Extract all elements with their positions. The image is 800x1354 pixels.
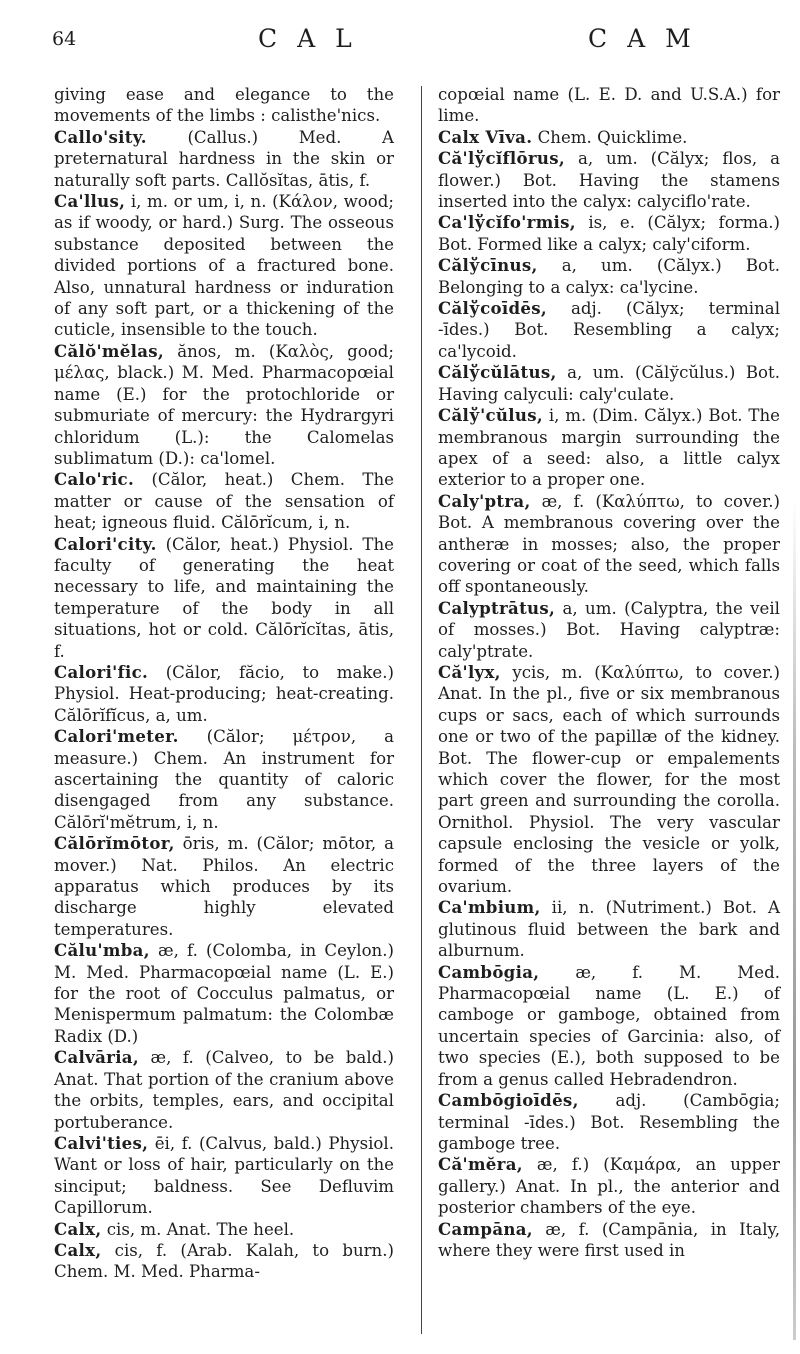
- right-guide-word: C A M: [588, 24, 697, 53]
- dictionary-entry: [54, 341, 394, 469]
- dictionary-entry: [54, 662, 394, 726]
- entry-definition: cis, f. (Arab. Kalah, to burn.) Chem. M. Med. Pharma-: [54, 1240, 394, 1282]
- entry-headword: Călўcŭlātus,: [438, 362, 557, 383]
- column-divider: [421, 86, 422, 1334]
- dictionary-entry: [438, 405, 780, 491]
- entry-definition: æ, f.) (Καμάρα, an upper gallery.) Anat. In pl., the anterior and posterior chambers of the eye.: [438, 1155, 780, 1218]
- dictionary-entry: [438, 1154, 780, 1218]
- entry-headword: Calx,: [54, 1218, 102, 1239]
- entry-definition: a, um. (Călyx; flos, a flower.) Bot. Having the stamens inserted into the calyx: calyciflo'rate.: [438, 149, 780, 212]
- entry-definition: ycis, m. (Καλύπτω, to cover.) Anat. In the pl., five or six membranous cups or sacs, each of which surrounds one or two of the papillæ of the kidney. Bot. The flower-cup or empalements which cover the flower, for the most part green and surrounding the corolla. Ornithol. Physiol. The very vascular capsule enclosing the vesicle or yolk, formed of the three layers of the ovarium.: [438, 662, 780, 897]
- dictionary-entry: [54, 726, 394, 833]
- entry-headword: Calx,: [54, 1239, 102, 1260]
- entry-headword: Calori'meter.: [54, 726, 179, 747]
- entry-headword: Campāna,: [438, 1218, 533, 1239]
- entry-definition: æ, f. (Campānia, in Italy, where they were first used in: [438, 1219, 780, 1260]
- entry-definition: (Călor, heat.) Chem. The matter or cause of the sensation of heat; igneous fluid. Călōrĭcum, i, n.: [54, 470, 394, 533]
- entry-definition: (Călor; μέτρον, a measure.) Chem. An instrument for ascertaining the quantity of caloric disengaged from any substance. Călōrĭ'mĕtrum, i, n.: [54, 727, 394, 832]
- dictionary-entry: [438, 662, 780, 897]
- entry-headword: Că'lўcĭflōrus,: [438, 148, 566, 169]
- entry-headword: Callo'sity.: [54, 126, 147, 147]
- entry-headword: Ca'llus,: [54, 191, 126, 212]
- entry-headword: Calx Vīva.: [438, 126, 533, 147]
- entry-headword: Calo'ric.: [54, 469, 135, 490]
- entry-headword: Călўcoīdēs,: [438, 298, 547, 319]
- left-column: [54, 84, 394, 1283]
- dictionary-entry: [438, 1090, 780, 1154]
- dictionary-entry: [54, 1133, 394, 1219]
- dictionary-entry: [438, 298, 780, 362]
- entry-definition: giving ease and elegance to the movements of the limbs : calisthe'nics.: [54, 85, 394, 126]
- entry-definition: is, e. (Călyx; forma.) Bot. Formed like a calyx; caly'ciform.: [438, 213, 780, 254]
- entry-definition: i, m. or um, i, n. (Κάλον, wood; as if woody, or hard.) Surg. The osseous substance deposited between the divided portions of a fractured bone. Also, unnatural hardness or induration of any soft part, or a thickening of the cuticle, insensible to the touch.: [54, 192, 394, 340]
- dictionary-entry: [54, 127, 394, 191]
- dictionary-entry: [438, 212, 780, 255]
- entry-headword: Călў'cŭlus,: [438, 405, 543, 426]
- entry-definition: ănos, m. (Καλὸς, good; μέλας, black.) M. Med. Pharmacopœial name (E.) for the protochloride or submuriate of mercury: the Hydrargyri chloridum (L.): the Calomelas sublimatum (D.): ca'lomel.: [54, 341, 394, 468]
- entry-headword: Cambōgioīdēs,: [438, 1090, 579, 1111]
- running-head: [0, 20, 800, 60]
- dictionary-entry: [54, 1047, 394, 1133]
- entry-headword: Cambōgia,: [438, 961, 540, 982]
- dictionary-entry: [54, 84, 394, 127]
- dictionary-entry: [438, 1219, 780, 1262]
- dictionary-entry: [54, 469, 394, 533]
- entry-headword: Calvāria,: [54, 1047, 139, 1068]
- dictionary-entry: [438, 598, 780, 662]
- entry-definition: ēi, f. (Calvus, bald.) Physiol. Want or loss of hair, particularly on the sinciput; baldness. See Defluvim Capillorum.: [54, 1133, 394, 1218]
- entry-definition: (Călor, heat.) Physiol. The faculty of generating the heat necessary to life, and maintaining the temperature of the body in all situations, hot or cold. Călōrĭcĭtas, ātis, f.: [54, 534, 394, 661]
- entry-definition: cis, m. Anat. The heel.: [106, 1219, 295, 1239]
- entry-definition: æ, f. (Colomba, in Ceylon.) M. Med. Pharmacopœial name (L. E.) for the root of Cocculus palmatus, or Menispermum palmatum: the Colombæ Radix (D.): [54, 941, 394, 1046]
- entry-headword: Că'mĕra,: [438, 1154, 523, 1175]
- dictionary-entry: [438, 127, 780, 148]
- entry-headword: Că'lyx,: [438, 661, 501, 682]
- entry-headword: Ca'mbium,: [438, 897, 541, 918]
- entry-definition: æ, f. (Καλύπτω, to cover.) Bot. A membranous covering over the antheræ in mosses; also, the proper covering or coat of the seed, which falls off spontaneously.: [438, 491, 780, 597]
- dictionary-entry: [438, 491, 780, 598]
- entry-definition: a, um. (Călyx.) Bot. Belonging to a calyx: ca'lycine.: [438, 256, 780, 297]
- left-guide-word: C A L: [258, 24, 358, 53]
- entry-definition: (Călor, făcio, to make.) Physiol. Heat-producing; heat-creating. Călōrĭfĭcus, a, um.: [54, 662, 394, 725]
- entry-definition: æ, f. M. Med. Pharmacopœial name (L. E.) of camboge or gamboge, obtained from uncertain species of Garcinia: also, of two species (E.), both supposed to be from a genus called Hebradendron.: [438, 962, 780, 1089]
- dictionary-entry: [438, 362, 780, 405]
- entry-headword: Călōrĭmōtor,: [54, 833, 175, 854]
- entry-headword: Caly'ptra,: [438, 490, 531, 511]
- dictionary-entry: [54, 833, 394, 940]
- entry-headword: Calori'city.: [54, 533, 157, 554]
- entry-definition: i, m. (Dim. Călyx.) Bot. The membranous margin surrounding the apex of a seed: also, a little calyx exterior to a proper one.: [438, 406, 780, 490]
- dictionary-entry: [54, 1219, 394, 1240]
- right-column: [438, 84, 780, 1261]
- entry-definition: (Callus.) Med. A preternatural hardness in the skin or naturally soft parts. Callŏsĭtas, ātis, f.: [54, 127, 394, 190]
- dictionary-entry: [438, 962, 780, 1090]
- dictionary-entry: [54, 191, 394, 341]
- entry-headword: Calvi'ties,: [54, 1132, 149, 1153]
- entry-definition: adj. (Cambōgia; terminal -īdes.) Bot. Resembling the gamboge tree.: [438, 1091, 780, 1153]
- page-number: 64: [52, 28, 77, 50]
- entry-definition: æ, f. (Calveo, to be bald.) Anat. That portion of the cranium above the orbits, temples, ears, and occipital portuberance.: [54, 1048, 394, 1132]
- entry-definition: adj. (Călyx; terminal -īdes.) Bot. Resembling a calyx; ca'lycoid.: [438, 299, 781, 361]
- entry-definition: ōris, m. (Călor; mōtor, a mover.) Nat. Philos. An electric apparatus which produces by its discharge highly elevated temperatures.: [54, 834, 394, 939]
- entry-definition: Chem. Quicklime.: [537, 127, 688, 147]
- dictionary-entry: [438, 84, 780, 127]
- dictionary-entry: [438, 148, 780, 212]
- entry-definition: a, um. (Calyptra, the veil of mosses.) Bot. Having calyptræ: caly'ptrate.: [438, 598, 780, 661]
- entry-headword: Calyptrātus,: [438, 597, 556, 618]
- dictionary-entry: [54, 534, 394, 662]
- page-edge-shadow: [793, 500, 796, 1340]
- dictionary-entry: [438, 897, 780, 961]
- dictionary-entry: [438, 255, 780, 298]
- dictionary-entry: [54, 940, 394, 1047]
- entry-headword: Călўcīnus,: [438, 255, 538, 276]
- entry-definition: ii, n. (Nutriment.) Bot. A glutinous fluid between the bark and alburnum.: [438, 898, 781, 961]
- entry-headword: Calori'fic.: [54, 661, 149, 682]
- entry-definition: copœial name (L. E. D. and U.S.A.) for lime.: [438, 85, 780, 126]
- dictionary-entry: [54, 1240, 394, 1283]
- entry-headword: Călu'mba,: [54, 940, 150, 961]
- entry-headword: Călŏ'mĕlas,: [54, 340, 165, 361]
- entry-definition: a, um. (Călўcŭlus.) Bot. Having calyculi: caly'culate.: [438, 363, 780, 404]
- entry-headword: Ca'lўcĭfo'rmis,: [438, 212, 576, 233]
